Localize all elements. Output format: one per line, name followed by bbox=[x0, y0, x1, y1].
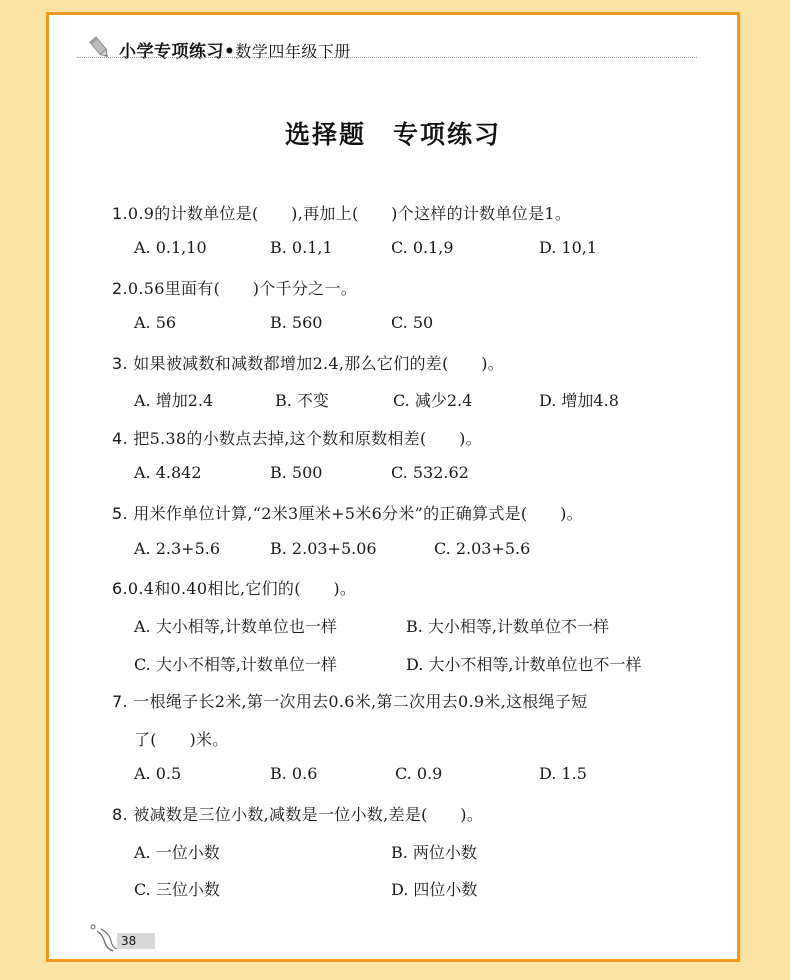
swirl-decoration-icon bbox=[89, 923, 119, 953]
question-text: 把5.38的小数点去掉,这个数和原数相差( )。 bbox=[133, 429, 482, 448]
option-b: B. 大小相等,计数单位不一样 bbox=[406, 617, 610, 636]
page-header bbox=[87, 35, 697, 63]
page-number: 38 bbox=[117, 933, 155, 949]
header-divider bbox=[77, 57, 697, 58]
question-3 bbox=[112, 351, 504, 374]
question-text: 0.4和0.40相比,它们的( )。 bbox=[127, 579, 357, 598]
option-a: A. 56 bbox=[134, 313, 177, 332]
option-d: D. 1.5 bbox=[539, 764, 587, 783]
question-number: 1. bbox=[112, 204, 128, 223]
option-d: D. 大小不相等,计数单位也不一样 bbox=[406, 655, 642, 674]
option-c: C. 三位小数 bbox=[134, 880, 220, 899]
question-number: 2. bbox=[112, 279, 128, 298]
option-b: B. 两位小数 bbox=[391, 843, 477, 862]
option-d: D. 增加4.8 bbox=[539, 391, 619, 410]
option-a: A. 增加2.4 bbox=[134, 391, 214, 410]
question-number: 4. bbox=[112, 429, 128, 448]
option-a: A. 一位小数 bbox=[134, 843, 220, 862]
question-number: 3. bbox=[112, 354, 128, 373]
option-c: C. 50 bbox=[391, 313, 434, 332]
question-5 bbox=[112, 501, 583, 524]
option-b: B. 2.03+5.06 bbox=[270, 539, 377, 558]
question-text: 一根绳子长2米,第一次用去0.6米,第二次用去0.9米,这根绳子短 bbox=[133, 692, 588, 711]
question-7-continued: 了( )米。 bbox=[134, 730, 229, 749]
option-c: C. 减少2.4 bbox=[393, 391, 473, 410]
question-1 bbox=[112, 201, 571, 224]
question-text: 被减数是三位小数,减数是一位小数,差是( )。 bbox=[133, 805, 484, 824]
option-b: B. 0.1,1 bbox=[270, 238, 333, 257]
option-c: C. 2.03+5.6 bbox=[434, 539, 531, 558]
option-b: B. 不变 bbox=[275, 391, 329, 410]
question-number: 7. bbox=[112, 692, 128, 711]
option-c: C. 大小不相等,计数单位一样 bbox=[134, 655, 337, 674]
option-d: D. 10,1 bbox=[539, 238, 598, 257]
question-text: 如果被减数和减数都增加2.4,那么它们的差( )。 bbox=[133, 354, 505, 373]
option-a: A. 0.1,10 bbox=[134, 238, 207, 257]
option-c: C. 532.62 bbox=[391, 463, 469, 482]
option-a: A. 4.842 bbox=[134, 463, 202, 482]
option-b: B. 560 bbox=[270, 313, 323, 332]
series-name: 小学专项练习• bbox=[119, 42, 236, 62]
option-d: D. 四位小数 bbox=[391, 880, 478, 899]
option-c: C. 0.9 bbox=[395, 764, 443, 783]
question-number: 8. bbox=[112, 805, 128, 824]
option-b: B. 0.6 bbox=[270, 764, 318, 783]
option-a: A. 大小相等,计数单位也一样 bbox=[134, 617, 337, 636]
question-text: 用米作单位计算,“2米3厘米+5米6分米”的正确算式是( )。 bbox=[133, 504, 583, 523]
series-title bbox=[119, 37, 351, 62]
question-4 bbox=[112, 426, 482, 449]
question-2 bbox=[112, 276, 357, 299]
option-a: A. 0.5 bbox=[134, 764, 182, 783]
question-8 bbox=[112, 802, 483, 825]
book-name: 数学四年级下册 bbox=[235, 42, 351, 61]
option-a: A. 2.3+5.6 bbox=[134, 539, 221, 558]
question-number: 5. bbox=[112, 504, 128, 523]
question-6 bbox=[112, 576, 356, 599]
question-text: 0.9的计数单位是( ),再加上( )个这样的计数单位是1。 bbox=[127, 204, 572, 223]
question-7 bbox=[112, 689, 588, 712]
question-number: 6. bbox=[112, 579, 128, 598]
page-title: 选择题 专项练习 bbox=[284, 120, 501, 149]
option-b: B. 500 bbox=[270, 463, 323, 482]
option-c: C. 0.1,9 bbox=[391, 238, 454, 257]
workbook-page bbox=[46, 12, 740, 962]
question-text: 0.56里面有( )个千分之一。 bbox=[127, 279, 358, 298]
